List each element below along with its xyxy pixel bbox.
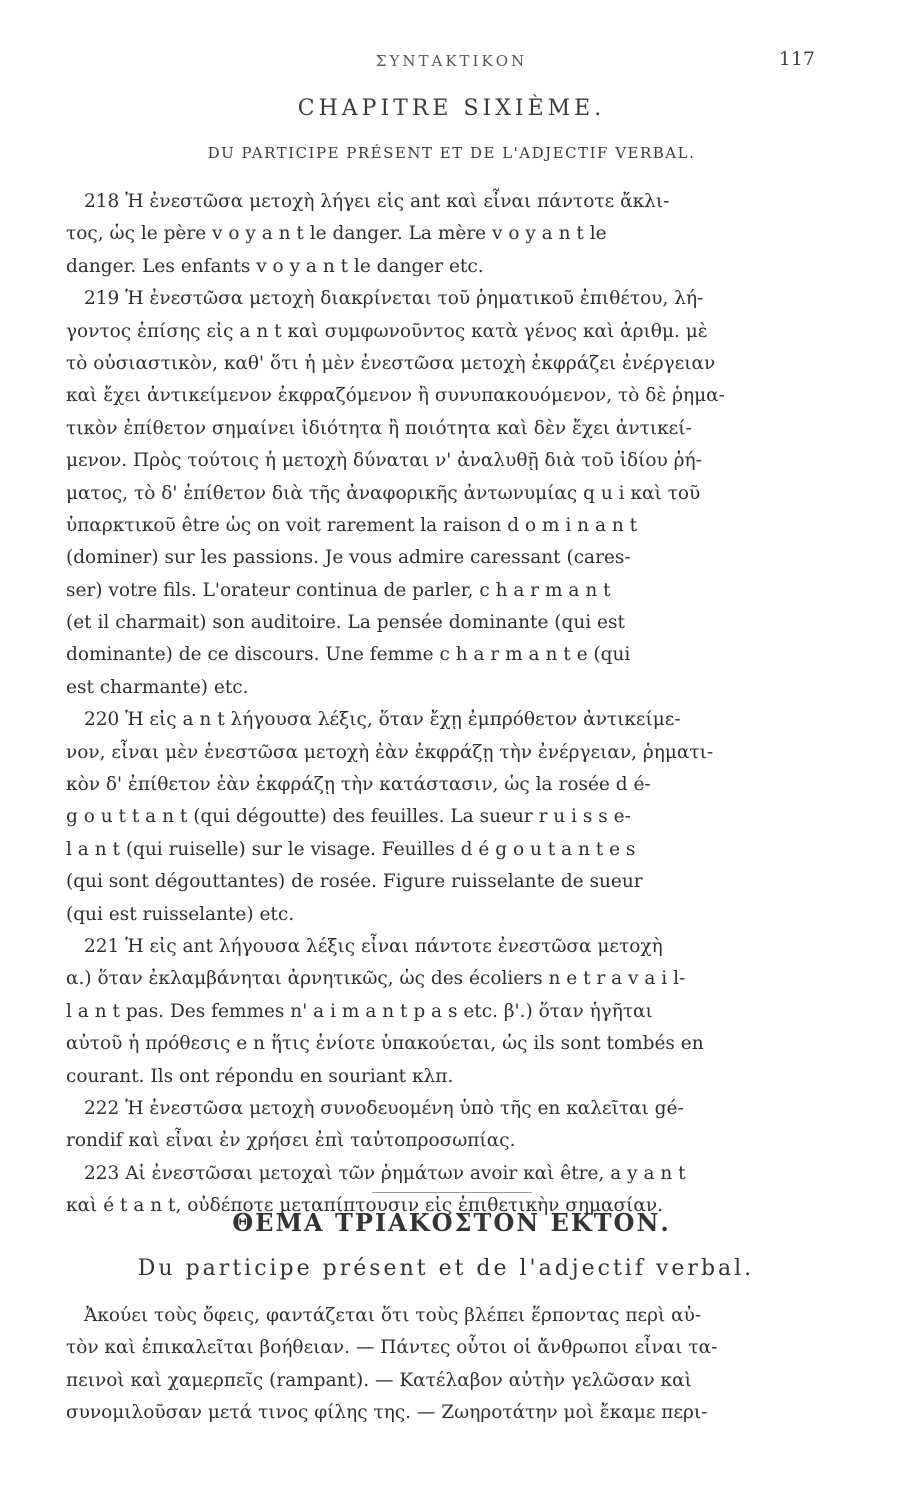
text-line: 222 Ἡ ἐνεστῶσα μετοχὴ συνοδευομένη ὑπὸ τῆς en καλεῖται gé- xyxy=(84,1097,684,1119)
exercise-text xyxy=(66,1300,826,1430)
text-line: 219 Ἡ ἐνεστῶσα μετοχὴ διακρίνεται τοῦ ῥηματικοῦ ἐπιθέτου, λή- xyxy=(84,288,704,310)
text-line: 223 Αἱ ἐνεστῶσαι μετοχαὶ τῶν ῥημάτων avoir καὶ être, a y a n t xyxy=(84,1162,686,1184)
text-line: γοντος ἐπίσης εἰς a n t καὶ συμφωνοῦντος κατὰ γένος καὶ ἀριθμ. μὲ xyxy=(66,320,708,342)
text-line: τὸν καὶ ἐπικαλεῖται βοήθειαν. — Πάντες οὗτοι οἱ ἄνθρωποι εἶναι τα- xyxy=(66,1337,718,1359)
text-line: l a n t (qui ruiselle) sur le visage. Feuilles d é g o u t a n t e s xyxy=(66,838,636,860)
text-line: (et il charmait) son auditoire. La pensée dominante (qui est xyxy=(66,612,625,634)
text-line: 218 Ἡ ἐνεστῶσα μετοχὴ λήγει εἰς ant καὶ εἶναι πάντοτε ἄκλι- xyxy=(84,191,670,212)
text-line: g o u t t a n t (qui dégoutte) des feuilles. La sueur r u i s s e- xyxy=(66,806,631,828)
text-line: l a n t pas. Des femmes n' a i m a n t p a s etc. β'.) ὅταν ἡγῆται xyxy=(66,1000,653,1022)
text-line: τὸ οὐσιαστικὸν, καθ' ὅτι ἡ μὲν ἐνεστῶσα μετοχὴ ἐκφράζει ἐνέργειαν xyxy=(66,352,716,374)
chapter-title: CHAPITRE SIXIÈME. xyxy=(297,96,606,121)
text-line: courant. Ils ont répondu en souriant κλπ. xyxy=(66,1065,454,1087)
text-line: α.) ὅταν ἐκλαμβάνηται ἀρνητικῶς, ὡς des écoliers n e t r a v a i l- xyxy=(66,968,686,990)
text-line: τος, ὡς le père v o y a n t le danger. La mère v o y a n t le xyxy=(66,223,607,245)
chapter-subtitle: DU PARTICIPE PRÉSENT ET DE L'ADJECTIF VERBAL. xyxy=(207,144,696,162)
text-line: est charmante) etc. xyxy=(66,676,249,698)
text-line: dominante) de ce discours. Une femme c h a r m a n t e (qui xyxy=(66,644,631,666)
text-line: πεινοὶ καὶ χαμερπεῖς (rampant). — Κατέλαβον αὐτὴν γελῶσαν καὶ xyxy=(66,1369,692,1391)
text-line: καὶ ἔχει ἀντικείμενον ἐκφραζόμενον ἢ συνυπακουόμενον, τὸ δὲ ῥημα- xyxy=(66,385,725,407)
text-line: ὑπαρκτικοῦ être ὡς on voit rarement la raison d o m i n a n t xyxy=(66,514,638,536)
text-line: ματος, τὸ δ' ἐπίθετον διὰ τῆς ἀναφορικῆς ἀντωνυμίας q u i καὶ τοῦ xyxy=(66,482,701,504)
text-line: Ἀκούει τοὺς ὄφεις, φαντάζεται ὅτι τοὺς βλέπει ἕρποντας περὶ αὐ- xyxy=(84,1305,702,1326)
text-line: (qui est ruisselante) etc. xyxy=(66,903,295,925)
text-line: κὸν δ' ἐπίθετον ἐὰν ἐκφράζῃ τὴν κατάστασιν, ὡς la rosée d é- xyxy=(66,774,651,796)
section-paragraphs xyxy=(66,186,826,1223)
text-line: συνομιλοῦσαν μετά τινος φίλης της. — Ζωηροτάτην μοὶ ἔκαμε περι- xyxy=(66,1402,708,1424)
exercise-title: ΘΕΜΑ ΤΡΙΑΚΟΣΤΟΝ ΕΚΤΟΝ. xyxy=(232,1208,671,1237)
running-head: ΣΥΝΤΑΚΤΙΚΟΝ xyxy=(375,52,528,70)
text-line: καὶ é t a n t, οὐδέποτε μεταπίπτουσιν εἰς ἐπιθετικὴν σημασίαν. xyxy=(66,1195,664,1217)
text-line: μενον. Πρὸς τούτοις ἡ μετοχὴ δύναται ν' ἀναλυθῇ διὰ τοῦ ἰδίου ῥή- xyxy=(66,450,702,472)
text-line: αὐτοῦ ἡ πρόθεσις e n ἥτις ἐνίοτε ὑπακούεται, ὡς ils sont tombés en xyxy=(66,1033,704,1055)
text-line: 221 Ἡ εἰς ant λήγουσα λέξις εἶναι πάντοτε ἐνεστῶσα μετοχὴ xyxy=(84,935,663,957)
section-divider xyxy=(372,1192,532,1193)
text-line: 220 Ἡ εἰς a n t λήγουσα λέξις, ὅταν ἔχῃ ἐμπρόθετον ἀντικείμε- xyxy=(84,709,681,731)
text-line: (qui sont dégouttantes) de rosée. Figure ruisselante de sueur xyxy=(66,871,643,893)
exercise-subtitle: Du participe présent et de l'adjectif verbal. xyxy=(137,1256,755,1281)
text-line: (dominer) sur les passions. Je vous admire caressant (cares- xyxy=(66,547,631,569)
text-line: τικὸν ἐπίθετον σημαίνει ἰδιότητα ἢ ποιότητα καὶ δὲν ἔχει ἀντικεί- xyxy=(66,417,692,439)
text-line: danger. Les enfants v o y a n t le danger etc. xyxy=(66,255,484,277)
page-number: 117 xyxy=(778,48,815,70)
text-line: νον, εἶναι μὲν ἐνεστῶσα μετοχὴ ἐὰν ἐκφράζῃ τὴν ἐνέργειαν, ῥηματι- xyxy=(66,741,714,763)
text-line: ser) votre fils. L'orateur continua de parler, c h a r m a n t xyxy=(66,579,611,601)
text-line: rondif καὶ εἶναι ἐν χρήσει ἐπὶ ταὐτοπροσωπίας. xyxy=(66,1130,516,1152)
